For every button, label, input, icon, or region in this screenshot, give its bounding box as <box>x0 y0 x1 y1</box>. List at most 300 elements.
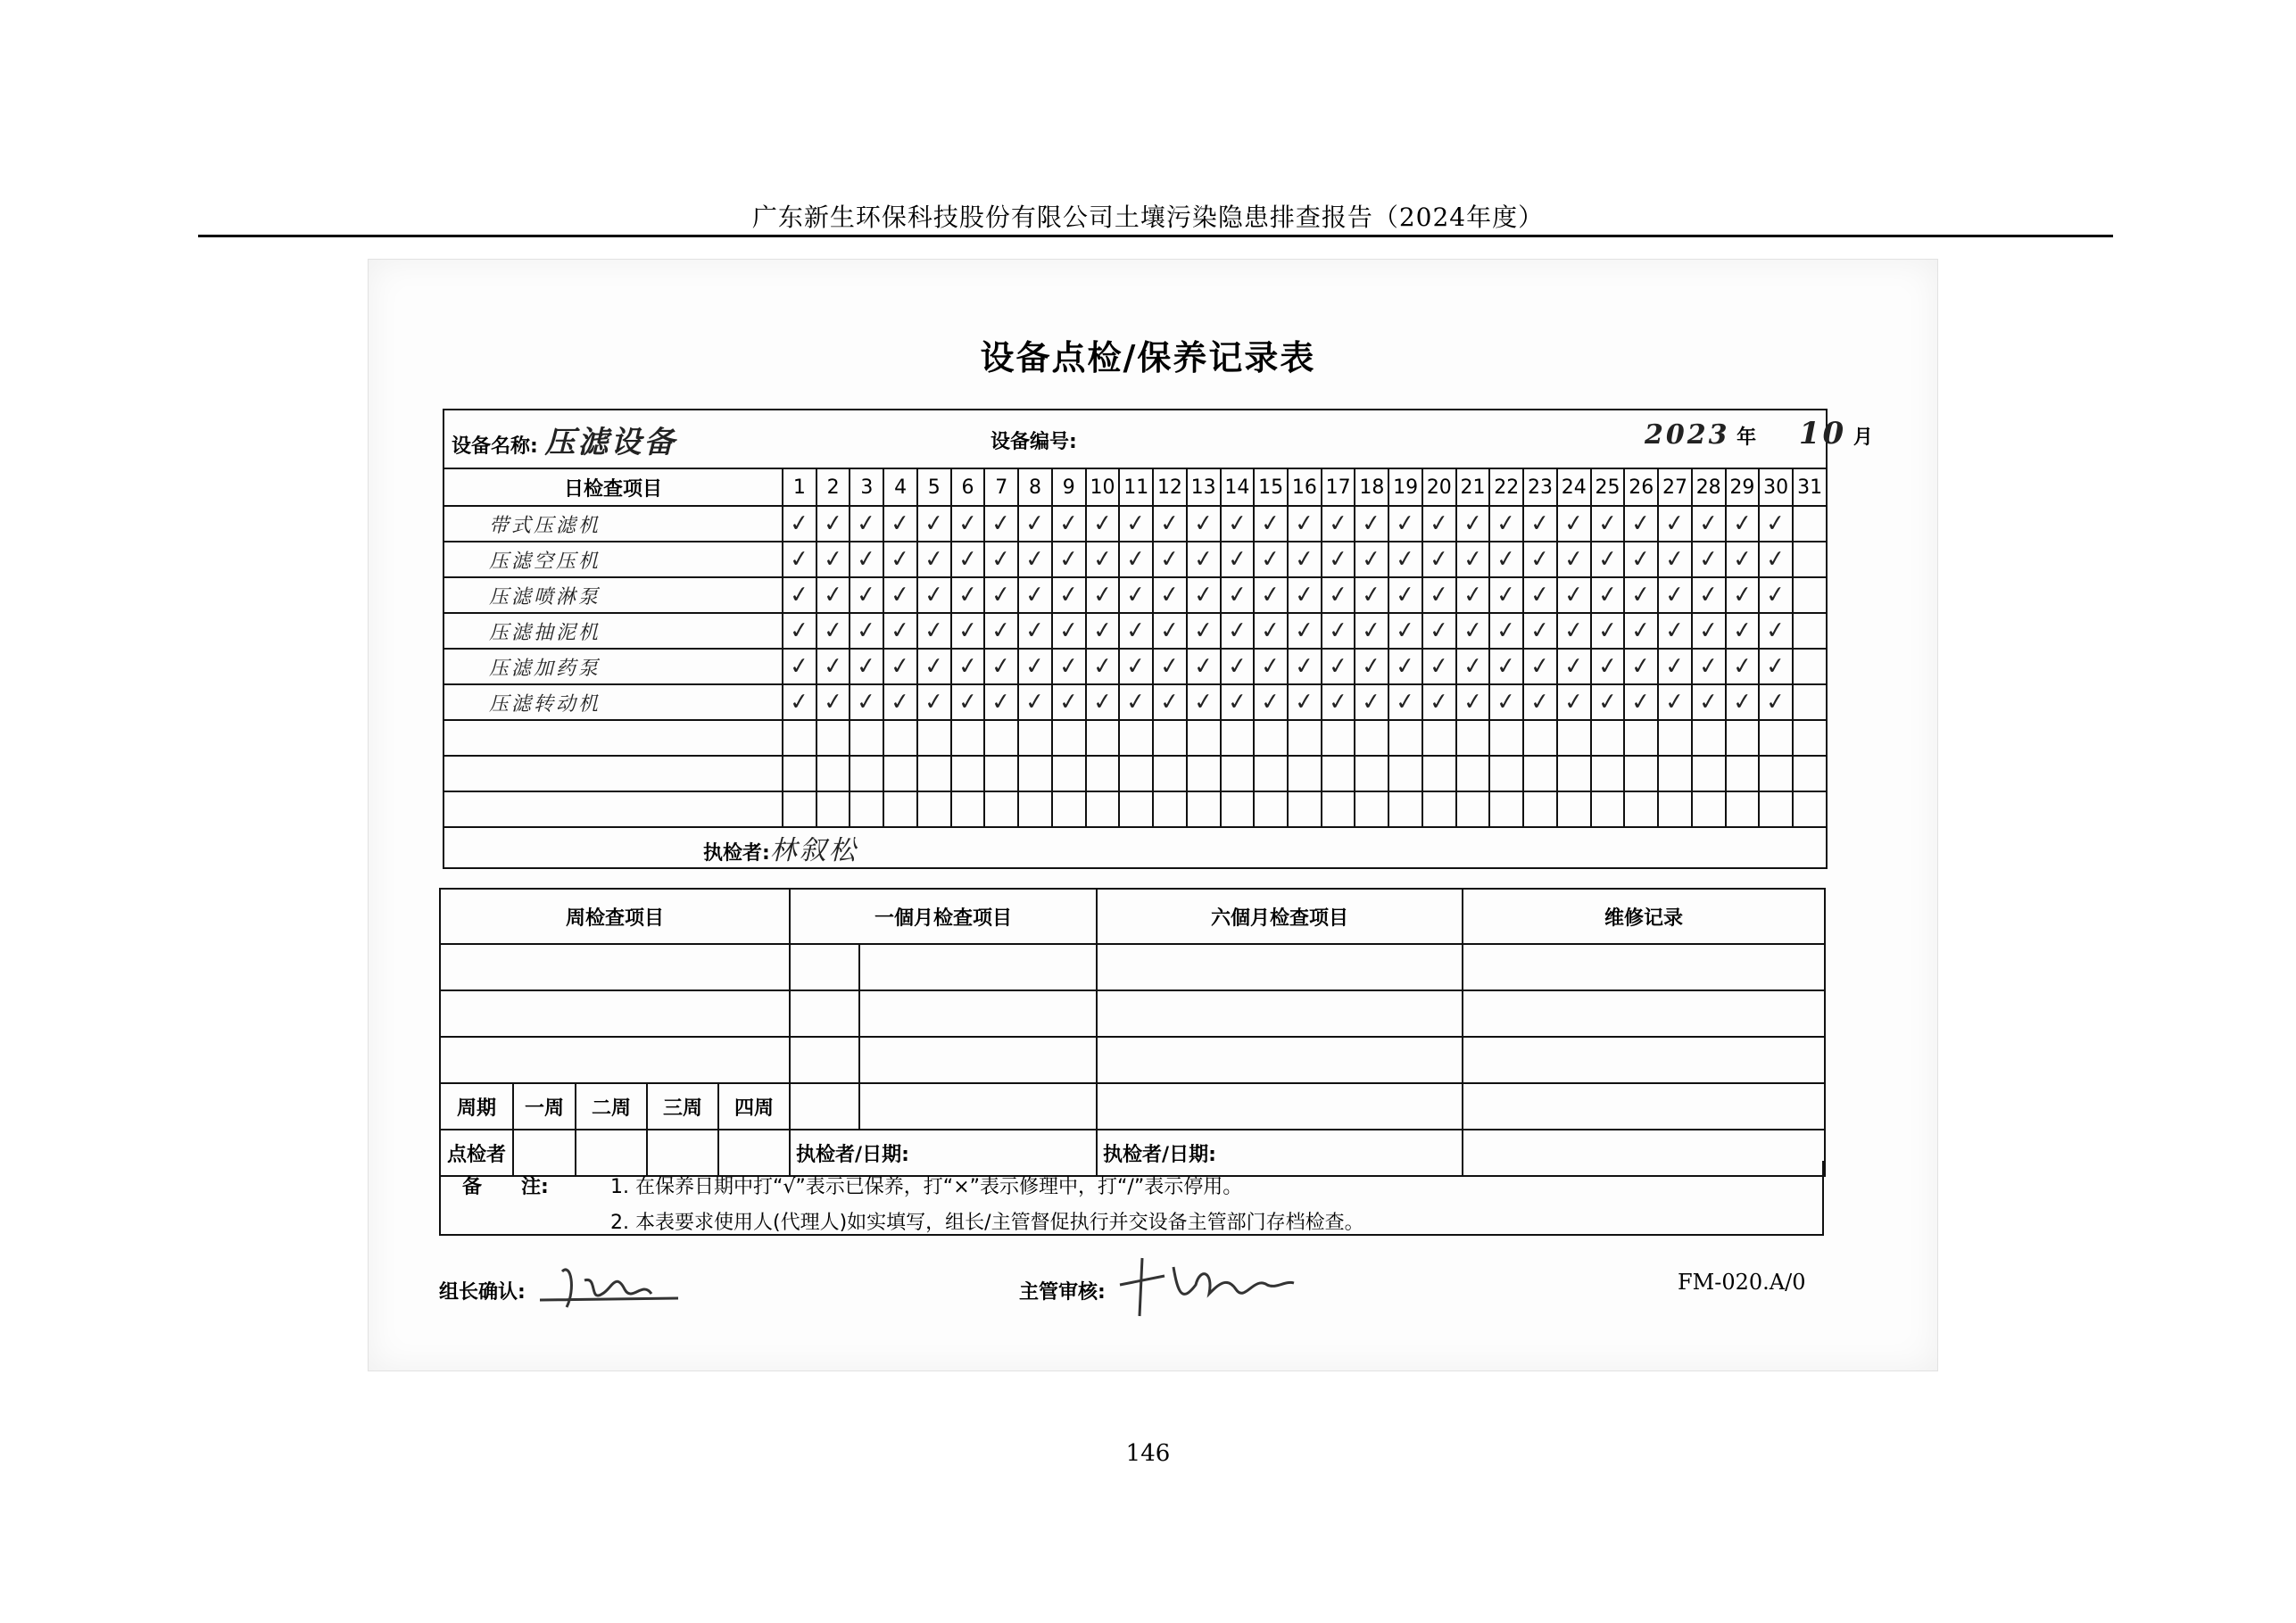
check-mark-icon: ✓ <box>990 687 1013 717</box>
periodic-blank-row <box>440 944 1825 990</box>
check-mark-icon: ✓ <box>957 616 979 646</box>
day-number: 23 <box>1523 468 1557 506</box>
day-number: 29 <box>1726 468 1760 506</box>
daily-item-name: 压滤空压机 <box>443 542 783 577</box>
check-mark-icon: ✓ <box>1629 580 1653 610</box>
day-check-cell <box>1388 542 1422 577</box>
check-mark-icon: ✓ <box>1428 651 1451 682</box>
day-check-cell <box>1726 506 1760 542</box>
day-check-cell <box>984 613 1018 649</box>
day-check-cell <box>917 684 951 720</box>
day-check-cell <box>1557 506 1591 542</box>
day-check-cell <box>1759 577 1793 613</box>
check-mark-icon: ✓ <box>990 616 1013 646</box>
check-mark-icon: ✓ <box>1596 687 1619 717</box>
check-mark-icon: ✓ <box>1731 580 1753 610</box>
day-number: 18 <box>1355 468 1388 506</box>
day-number: 24 <box>1557 468 1591 506</box>
day-number: 11 <box>1119 468 1153 506</box>
check-mark-icon: ✓ <box>855 616 878 646</box>
day-check-cell <box>1456 684 1490 720</box>
day-check-cell <box>1322 613 1355 649</box>
day-check-cell <box>1726 613 1760 649</box>
check-mark-icon: ✓ <box>923 544 946 575</box>
check-mark-icon: ✓ <box>1663 687 1687 717</box>
day-check-cell <box>1052 577 1086 613</box>
daily-item-row <box>443 506 1827 542</box>
check-mark-icon: ✓ <box>1596 651 1619 682</box>
day-check-cell <box>1489 542 1523 577</box>
day-number: 5 <box>917 468 951 506</box>
day-check-cell <box>1692 577 1726 613</box>
check-mark-icon: ✓ <box>855 509 878 539</box>
check-mark-icon: ✓ <box>1259 580 1282 610</box>
day-check-cell <box>1221 684 1255 720</box>
day-check-cell <box>1018 613 1052 649</box>
day-check-cell <box>816 542 850 577</box>
repair-header: 维修记录 <box>1463 889 1825 944</box>
day-check-cell <box>984 684 1018 720</box>
check-mark-icon: ✓ <box>1697 580 1720 610</box>
check-mark-icon: ✓ <box>822 687 845 717</box>
day-check-cell <box>1221 577 1255 613</box>
check-mark-icon: ✓ <box>1158 544 1181 575</box>
day-check-cell <box>1221 613 1255 649</box>
day-check-cell <box>1221 649 1255 684</box>
check-mark-icon: ✓ <box>1562 651 1586 682</box>
check-mark-icon: ✓ <box>1192 651 1215 682</box>
check-mark-icon: ✓ <box>1764 580 1787 610</box>
day-check-cell <box>1322 649 1355 684</box>
day-number: 1 <box>783 468 816 506</box>
day-check-cell <box>1793 577 1827 613</box>
day-check-cell <box>1052 506 1086 542</box>
check-mark-icon: ✓ <box>1629 509 1653 539</box>
day-check-cell <box>1086 577 1120 613</box>
leader-signature <box>535 1254 687 1316</box>
daily-item-row <box>443 613 1827 649</box>
check-mark-icon: ✓ <box>1091 580 1114 610</box>
check-mark-icon: ✓ <box>1091 616 1114 646</box>
day-check-cell <box>951 613 985 649</box>
day-check-cell <box>816 577 850 613</box>
check-mark-icon: ✓ <box>1091 509 1114 539</box>
day-check-cell <box>1086 506 1120 542</box>
day-check-cell <box>1153 613 1187 649</box>
check-mark-icon: ✓ <box>1327 687 1350 717</box>
check-mark-icon: ✓ <box>1327 544 1350 575</box>
check-mark-icon: ✓ <box>1124 580 1148 610</box>
day-check-cell <box>1726 542 1760 577</box>
day-check-cell <box>984 542 1018 577</box>
check-mark-icon: ✓ <box>1663 580 1687 610</box>
check-mark-icon: ✓ <box>1596 580 1619 610</box>
check-mark-icon: ✓ <box>1293 651 1316 682</box>
day-check-cell <box>984 649 1018 684</box>
check-mark-icon: ✓ <box>1226 651 1248 682</box>
week-3: 三周 <box>647 1083 718 1130</box>
day-check-cell <box>1793 542 1827 577</box>
check-mark-icon: ✓ <box>1428 580 1451 610</box>
day-check-cell <box>1489 613 1523 649</box>
check-mark-icon: ✓ <box>1327 509 1350 539</box>
day-check-cell <box>1018 649 1052 684</box>
check-mark-icon: ✓ <box>822 580 845 610</box>
check-mark-icon: ✓ <box>889 580 912 610</box>
day-check-cell <box>783 684 816 720</box>
check-mark-icon: ✓ <box>1428 687 1451 717</box>
check-mark-icon: ✓ <box>1529 580 1552 610</box>
check-mark-icon: ✓ <box>1192 544 1215 575</box>
check-mark-icon: ✓ <box>1562 580 1586 610</box>
day-check-cell <box>1086 684 1120 720</box>
daily-item-name: 压滤加药泵 <box>443 649 783 684</box>
check-mark-icon: ✓ <box>1764 544 1787 575</box>
day-check-cell <box>1322 542 1355 577</box>
day-check-cell <box>1692 506 1726 542</box>
day-check-cell <box>783 506 816 542</box>
day-check-cell <box>951 542 985 577</box>
six-month-header: 六個月检查项目 <box>1097 889 1463 944</box>
day-check-cell <box>1523 649 1557 684</box>
day-check-cell <box>951 577 985 613</box>
check-mark-icon: ✓ <box>1360 651 1383 682</box>
year-value: 2023 <box>1645 419 1730 451</box>
check-mark-icon: ✓ <box>1360 687 1383 717</box>
monthly-inspector-date: 执检者/日期: <box>790 1130 1097 1176</box>
check-mark-icon: ✓ <box>889 544 912 575</box>
six-month-inspector-date: 执检者/日期: <box>1097 1130 1463 1176</box>
check-mark-icon: ✓ <box>1124 651 1148 682</box>
day-check-cell <box>1187 649 1221 684</box>
day-check-cell <box>1254 542 1288 577</box>
check-mark-icon: ✓ <box>990 580 1013 610</box>
day-check-cell <box>1187 684 1221 720</box>
check-mark-icon: ✓ <box>1529 687 1552 717</box>
day-check-cell <box>1591 506 1625 542</box>
inspector-label: 执检者: <box>703 842 770 865</box>
day-number: 27 <box>1658 468 1692 506</box>
day-check-cell <box>917 649 951 684</box>
day-check-cell <box>1288 577 1322 613</box>
day-check-cell <box>1557 649 1591 684</box>
week-4: 四周 <box>718 1083 790 1130</box>
day-check-cell <box>1591 577 1625 613</box>
check-mark-icon: ✓ <box>1259 651 1282 682</box>
day-number: 6 <box>951 468 985 506</box>
check-mark-icon: ✓ <box>1663 616 1687 646</box>
month-value: 10 <box>1798 416 1847 451</box>
daily-item-row <box>443 649 1827 684</box>
equipment-number-label: 设备编号: <box>991 431 1077 453</box>
check-mark-icon: ✓ <box>1158 651 1181 682</box>
check-mark-icon: ✓ <box>1697 687 1720 717</box>
daily-items-header: 日检查项目 <box>443 468 783 506</box>
check-mark-icon: ✓ <box>788 544 811 575</box>
check-mark-icon: ✓ <box>788 687 811 717</box>
day-check-cell <box>1153 649 1187 684</box>
check-mark-icon: ✓ <box>1192 616 1215 646</box>
check-mark-icon: ✓ <box>1731 616 1753 646</box>
check-mark-icon: ✓ <box>990 544 1013 575</box>
form-code: FM-020.A/0 <box>1678 1270 1806 1295</box>
day-number: 7 <box>984 468 1018 506</box>
day-check-cell <box>1523 613 1557 649</box>
day-check-cell <box>850 613 883 649</box>
checker-label: 点检者 <box>440 1130 513 1176</box>
note-line-1: 1. 在保养日期中打“√”表示已保养，打“×”表示修理中，打“/”表示停用。 <box>610 1176 1243 1198</box>
day-check-cell <box>1153 506 1187 542</box>
check-mark-icon: ✓ <box>1731 687 1753 717</box>
day-check-cell <box>1322 506 1355 542</box>
check-mark-icon: ✓ <box>1462 616 1484 646</box>
check-mark-icon: ✓ <box>1462 580 1484 610</box>
day-check-cell <box>1759 649 1793 684</box>
day-check-cell <box>1523 577 1557 613</box>
check-mark-icon: ✓ <box>1360 509 1383 539</box>
day-check-cell <box>1052 649 1086 684</box>
check-mark-icon: ✓ <box>1192 509 1215 539</box>
day-number: 4 <box>883 468 917 506</box>
check-mark-icon: ✓ <box>1226 509 1248 539</box>
day-check-cell <box>1086 542 1120 577</box>
day-check-cell <box>1187 577 1221 613</box>
day-check-cell <box>1355 613 1388 649</box>
check-mark-icon: ✓ <box>855 580 878 610</box>
check-mark-icon: ✓ <box>1057 580 1081 610</box>
check-mark-icon: ✓ <box>1663 509 1687 539</box>
day-check-cell <box>1355 649 1388 684</box>
check-mark-icon: ✓ <box>1057 544 1081 575</box>
check-mark-icon: ✓ <box>990 509 1013 539</box>
page-header: 广东新生环保科技股份有限公司土壤污染隐患排查报告（2024年度） <box>751 203 1545 232</box>
check-mark-icon: ✓ <box>1293 580 1316 610</box>
day-header-row <box>443 468 1827 506</box>
month-unit: 月 <box>1853 426 1873 449</box>
check-mark-icon: ✓ <box>1495 651 1518 682</box>
day-check-cell <box>1658 649 1692 684</box>
day-number: 12 <box>1153 468 1187 506</box>
check-mark-icon: ✓ <box>1226 544 1248 575</box>
check-mark-icon: ✓ <box>1764 509 1787 539</box>
check-mark-icon: ✓ <box>1596 544 1619 575</box>
check-mark-icon: ✓ <box>1057 687 1081 717</box>
check-mark-icon: ✓ <box>1158 687 1181 717</box>
check-mark-icon: ✓ <box>855 651 878 682</box>
daily-item-row <box>443 542 1827 577</box>
check-mark-icon: ✓ <box>1124 544 1148 575</box>
check-mark-icon: ✓ <box>1327 580 1350 610</box>
periodic-blank-row <box>440 990 1825 1037</box>
inspector-row <box>443 827 1827 868</box>
check-mark-icon: ✓ <box>855 687 878 717</box>
day-check-cell <box>1624 613 1658 649</box>
check-mark-icon: ✓ <box>889 509 912 539</box>
day-number: 2 <box>816 468 850 506</box>
check-mark-icon: ✓ <box>1124 509 1148 539</box>
day-check-cell <box>783 542 816 577</box>
day-check-cell <box>1119 542 1153 577</box>
check-mark-icon: ✓ <box>822 509 845 539</box>
check-mark-icon: ✓ <box>1091 544 1114 575</box>
check-mark-icon: ✓ <box>923 687 946 717</box>
day-number: 16 <box>1288 468 1322 506</box>
daily-item-row <box>443 684 1827 720</box>
check-mark-icon: ✓ <box>1327 616 1350 646</box>
day-check-cell <box>1187 613 1221 649</box>
day-check-cell <box>1288 613 1322 649</box>
check-mark-icon: ✓ <box>923 509 946 539</box>
check-mark-icon: ✓ <box>1462 651 1484 682</box>
notes-box <box>439 1161 1824 1236</box>
check-mark-icon: ✓ <box>957 580 979 610</box>
day-check-cell <box>1052 684 1086 720</box>
check-mark-icon: ✓ <box>1462 687 1484 717</box>
day-check-cell <box>1456 613 1490 649</box>
check-mark-icon: ✓ <box>923 580 946 610</box>
day-check-cell <box>1018 506 1052 542</box>
day-check-cell <box>1422 542 1456 577</box>
day-check-cell <box>917 613 951 649</box>
check-mark-icon: ✓ <box>788 509 811 539</box>
check-mark-icon: ✓ <box>1697 616 1720 646</box>
check-mark-icon: ✓ <box>1394 509 1417 539</box>
check-mark-icon: ✓ <box>1428 509 1451 539</box>
day-check-cell <box>850 542 883 577</box>
day-check-cell <box>1557 684 1591 720</box>
day-check-cell <box>1254 684 1288 720</box>
day-check-cell <box>1187 542 1221 577</box>
day-check-cell <box>1557 577 1591 613</box>
check-mark-icon: ✓ <box>1293 509 1316 539</box>
check-mark-icon: ✓ <box>1259 544 1282 575</box>
check-mark-icon: ✓ <box>1731 544 1753 575</box>
day-check-cell <box>1591 649 1625 684</box>
check-mark-icon: ✓ <box>1091 651 1114 682</box>
day-check-cell <box>1523 542 1557 577</box>
day-number: 9 <box>1052 468 1086 506</box>
page-number: 146 <box>1125 1440 1171 1467</box>
day-number: 30 <box>1759 468 1793 506</box>
check-mark-icon: ✓ <box>1226 687 1248 717</box>
check-mark-icon: ✓ <box>1158 580 1181 610</box>
day-check-cell <box>1658 684 1692 720</box>
day-check-cell <box>1254 613 1288 649</box>
day-check-cell <box>1456 542 1490 577</box>
day-check-cell <box>1759 542 1793 577</box>
day-check-cell <box>783 613 816 649</box>
period-row <box>440 1083 1825 1130</box>
supervisor-review-label: 主管审核: <box>1019 1281 1106 1304</box>
day-check-cell <box>1793 506 1827 542</box>
day-number: 22 <box>1489 468 1523 506</box>
day-check-cell <box>917 506 951 542</box>
day-check-cell <box>1254 506 1288 542</box>
equipment-info-cell <box>443 410 1873 468</box>
day-check-cell <box>1692 542 1726 577</box>
day-check-cell <box>1692 684 1726 720</box>
check-mark-icon: ✓ <box>1259 616 1282 646</box>
check-mark-icon: ✓ <box>1731 509 1753 539</box>
day-check-cell <box>1254 577 1288 613</box>
periodic-header-row <box>440 889 1825 944</box>
day-check-cell <box>1422 649 1456 684</box>
day-check-cell <box>1288 506 1322 542</box>
check-mark-icon: ✓ <box>1629 687 1653 717</box>
day-check-cell <box>1456 577 1490 613</box>
check-mark-icon: ✓ <box>1226 616 1248 646</box>
day-check-cell <box>951 649 985 684</box>
check-mark-icon: ✓ <box>1124 616 1148 646</box>
check-mark-icon: ✓ <box>1495 580 1518 610</box>
check-mark-icon: ✓ <box>1697 651 1720 682</box>
day-number: 17 <box>1322 468 1355 506</box>
day-check-cell <box>1355 542 1388 577</box>
check-mark-icon: ✓ <box>1327 651 1350 682</box>
day-check-cell <box>1624 542 1658 577</box>
day-check-cell <box>1018 684 1052 720</box>
check-mark-icon: ✓ <box>957 651 979 682</box>
check-mark-icon: ✓ <box>1562 544 1586 575</box>
check-mark-icon: ✓ <box>1495 616 1518 646</box>
day-check-cell <box>883 577 917 613</box>
equipment-name-value: 压滤设备 <box>544 424 677 460</box>
check-mark-icon: ✓ <box>1697 509 1720 539</box>
check-mark-icon: ✓ <box>1596 616 1619 646</box>
day-check-cell <box>1388 684 1422 720</box>
day-check-cell <box>1119 684 1153 720</box>
day-check-cell <box>951 506 985 542</box>
equipment-info-row <box>443 410 1827 468</box>
day-check-cell <box>1288 649 1322 684</box>
check-mark-icon: ✓ <box>1024 509 1047 539</box>
day-check-cell <box>1726 577 1760 613</box>
day-check-cell <box>1692 613 1726 649</box>
form-title: 设备点检/保养记录表 <box>980 337 1316 377</box>
daily-item-name: 压滤喷淋泵 <box>443 577 783 613</box>
supervisor-signature <box>1111 1249 1298 1321</box>
check-mark-icon: ✓ <box>889 616 912 646</box>
check-mark-icon: ✓ <box>957 509 979 539</box>
check-mark-icon: ✓ <box>1529 616 1552 646</box>
check-mark-icon: ✓ <box>1024 580 1047 610</box>
check-mark-icon: ✓ <box>1731 651 1753 682</box>
day-check-cell <box>1422 613 1456 649</box>
check-mark-icon: ✓ <box>1192 687 1215 717</box>
check-mark-icon: ✓ <box>1629 616 1653 646</box>
check-mark-icon: ✓ <box>1764 616 1787 646</box>
check-mark-icon: ✓ <box>889 651 912 682</box>
daily-item-name: 带式压滤机 <box>443 506 783 542</box>
week-1: 一周 <box>513 1083 576 1130</box>
check-mark-icon: ✓ <box>1596 509 1619 539</box>
check-mark-icon: ✓ <box>1091 687 1114 717</box>
periodic-blank-row <box>440 1037 1825 1083</box>
notes-label: 备 注: <box>462 1176 549 1198</box>
daily-check-table <box>443 409 1873 869</box>
day-check-cell <box>951 684 985 720</box>
daily-item-name: 压滤转动机 <box>443 684 783 720</box>
day-check-cell <box>1119 577 1153 613</box>
daily-item-name: 压滤抽泥机 <box>443 613 783 649</box>
check-mark-icon: ✓ <box>1024 651 1047 682</box>
day-check-cell <box>1388 649 1422 684</box>
day-check-cell <box>917 577 951 613</box>
day-check-cell <box>1624 577 1658 613</box>
day-check-cell <box>1489 506 1523 542</box>
check-mark-icon: ✓ <box>1629 544 1653 575</box>
daily-blank-row <box>443 720 1827 756</box>
